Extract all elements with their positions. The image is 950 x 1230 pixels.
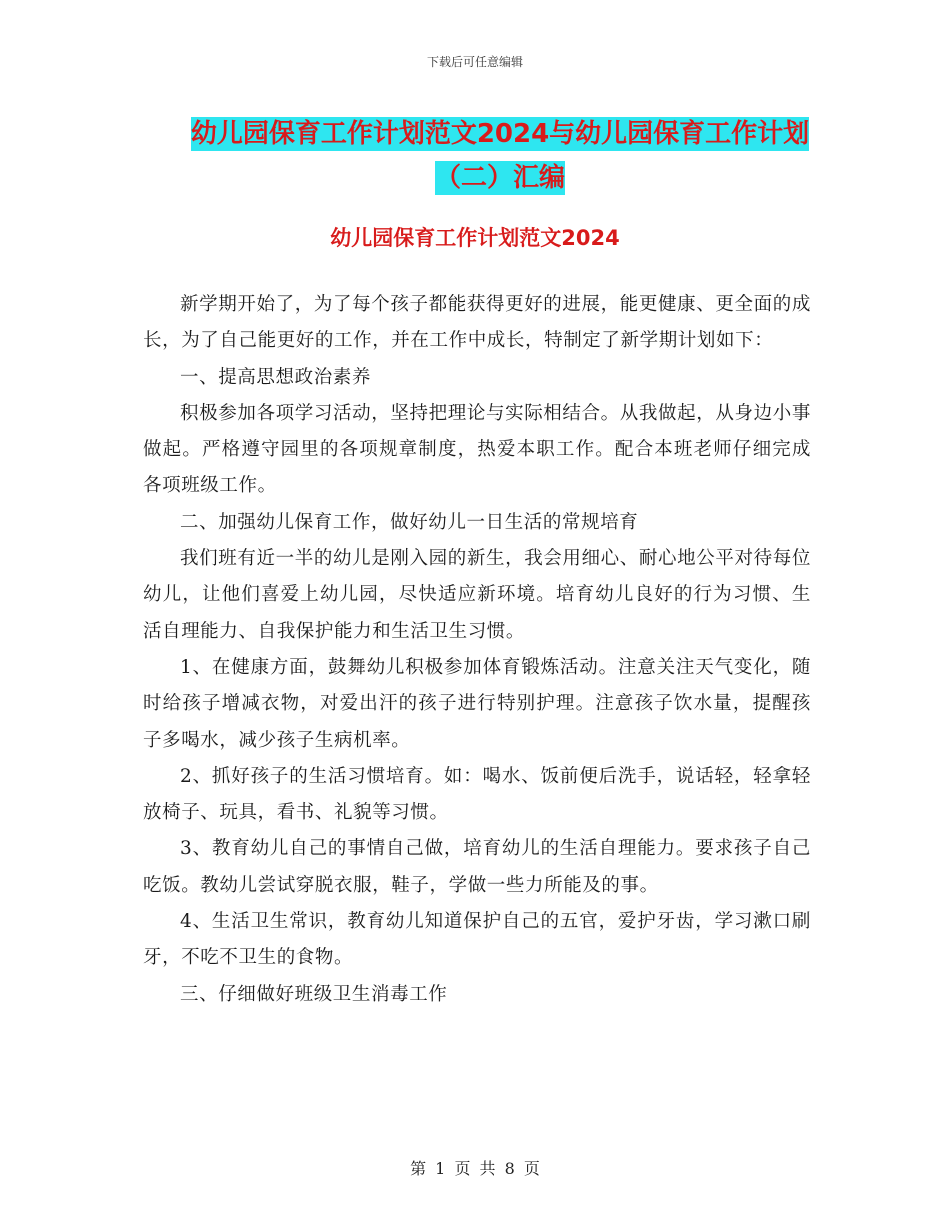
page-header-note: 下载后可任意编辑	[426, 55, 523, 69]
paragraph: 积极参加各项学习活动，坚持把理论与实际相结合。从我做起，从身边小事做起。严格遵守园里的各项规章制度，热爱本职工作。配合本班老师仔细完成各项班级工作。	[143, 402, 811, 497]
paragraph: 我们班有近一半的幼儿是刚入园的新生，我会用细心、耐心地公平对待每位幼儿，让他们喜爱上幼儿园，尽快适应新环境。培育幼儿良好的行为习惯、生活自理能力、自我保护能力和生活卫生习惯。	[143, 548, 811, 642]
document-title-line-2: （二）汇编	[434, 163, 565, 193]
document-title	[140, 112, 860, 200]
list-paragraph: 2、抓好孩子的生活习惯培育。如：喝水、饭前便后洗手，说话轻，轻拿轻放椅子、玩具，看书、礼貌等习惯。	[143, 765, 811, 824]
heading-paragraph: 一、提高思想政治素养	[180, 366, 372, 388]
page-number-footer: 第 1 页 共 8 页	[410, 1159, 540, 1178]
document-title-line-1: 幼儿园保育工作计划范文2024与幼儿园保育工作计划	[190, 119, 810, 149]
list-paragraph: 1、在健康方面，鼓舞幼儿积极参加体育锻炼活动。注意关注天气变化，随时给孩子增减衣物，对爱出汗的孩子进行特别护理。注意孩子饮水量，提醒孩子多喝水，减少孩子生病机率。	[143, 656, 811, 751]
heading-paragraph: 三、仔细做好班级卫生消毒工作	[180, 983, 448, 1005]
paragraph: 新学期开始了，为了每个孩子都能获得更好的进展，能更健康、更全面的成长，为了自己能更好的工作，并在工作中成长，特制定了新学期计划如下：	[143, 294, 811, 352]
list-paragraph: 4、生活卫生常识，教育幼儿知道保护自己的五官，爱护牙齿，学习漱口刷牙，不吃不卫生的食物。	[143, 911, 811, 969]
list-paragraph: 3、教育幼儿自己的事情自己做，培育幼儿的生活自理能力。要求孩子自己吃饭。教幼儿尝试穿脱衣服，鞋子，学做一些力所能及的事。	[143, 838, 811, 896]
section-title: 幼儿园保育工作计划范文2024	[330, 226, 620, 250]
document-body	[143, 287, 811, 1013]
heading-paragraph: 二、加强幼儿保育工作，做好幼儿一日生活的常规培育	[180, 511, 639, 533]
